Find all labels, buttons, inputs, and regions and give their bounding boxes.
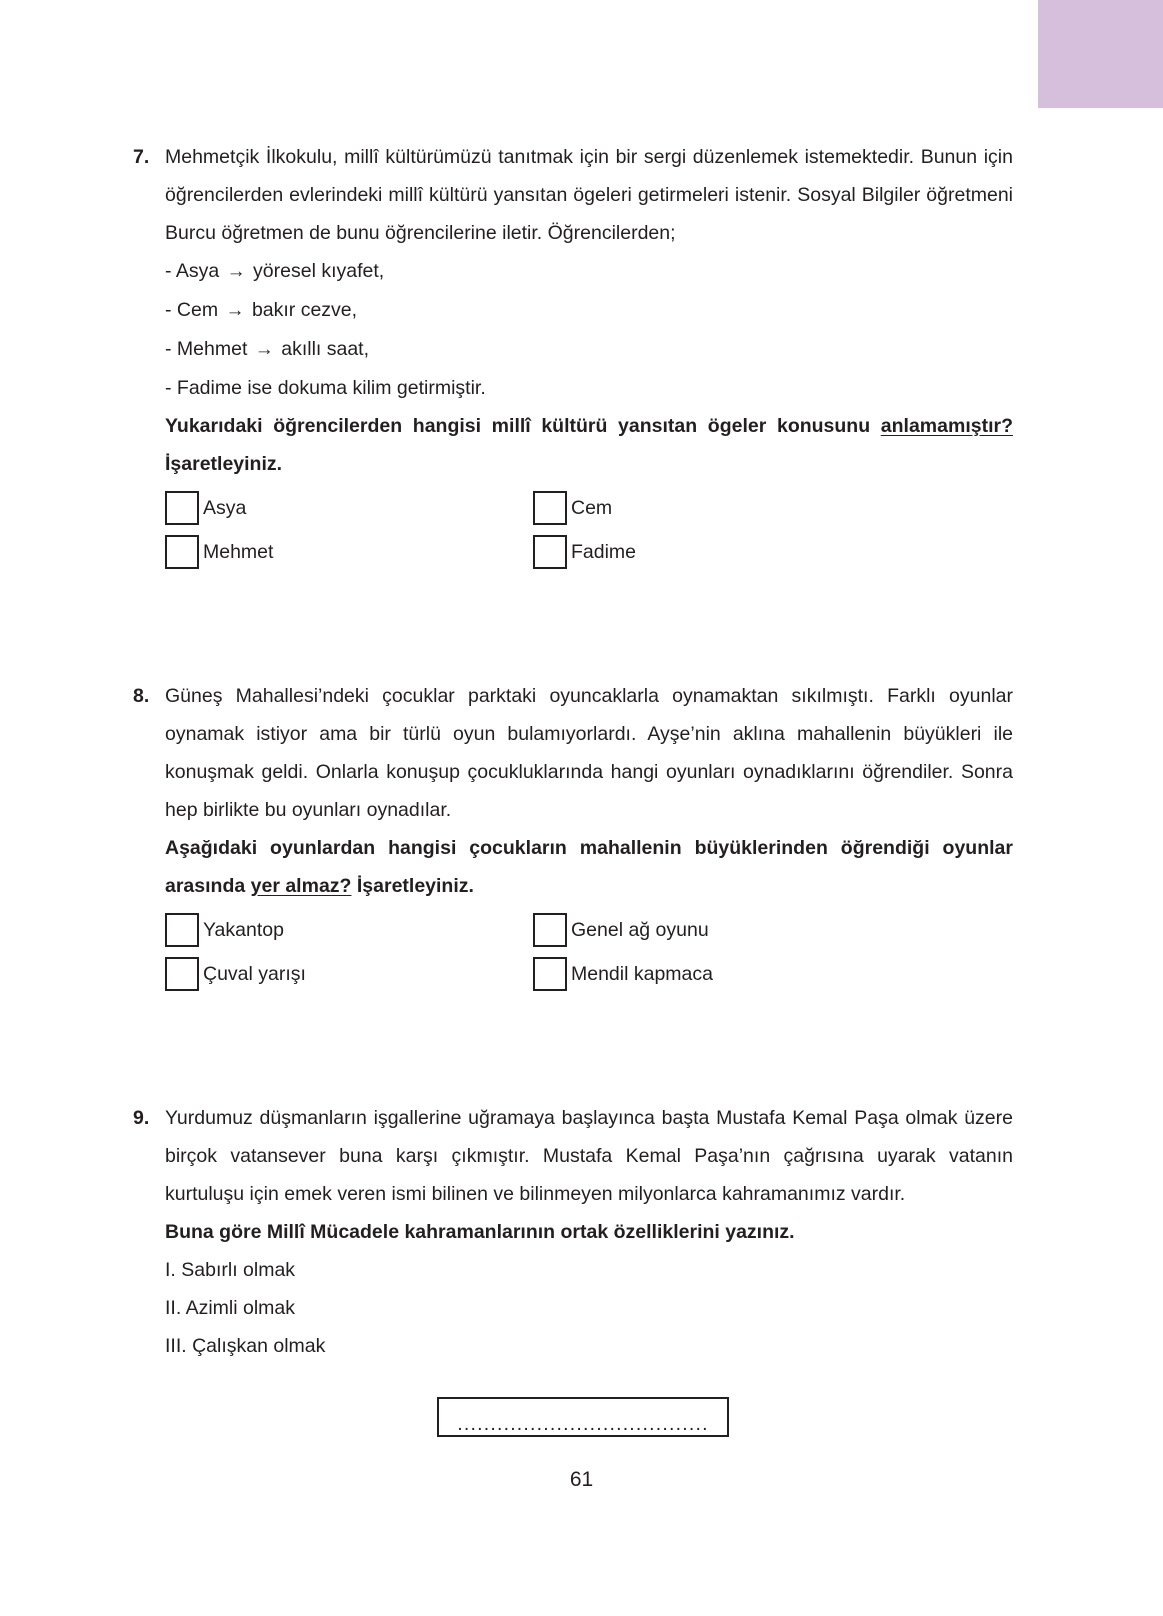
item-value: akıllı saat,	[281, 338, 370, 360]
checkbox-icon[interactable]	[533, 491, 567, 525]
option-label: Mehmet	[203, 541, 274, 563]
question-9	[133, 1099, 1013, 1437]
roman-item-2: II. Azimli olmak	[165, 1297, 296, 1319]
option-fadime[interactable]	[533, 535, 863, 569]
question-7-prompt	[165, 407, 1013, 483]
section-spacer	[133, 1001, 1013, 1099]
option-label: Cem	[571, 497, 613, 519]
checkbox-icon[interactable]	[165, 491, 199, 525]
option-label: Genel ağ oyunu	[571, 919, 709, 941]
question-7-item-3: - Fadime ise dokuma kilim getirmiştir.	[165, 377, 486, 399]
answer-dotted-line: ......................................	[457, 1413, 709, 1435]
option-row	[165, 957, 865, 991]
arrow-icon: →	[225, 300, 245, 321]
item-dash: -	[165, 338, 172, 360]
decorative-corner-block	[1038, 0, 1163, 108]
option-mendil-kapmaca[interactable]	[533, 957, 863, 991]
option-label: Fadime	[571, 541, 637, 563]
item-name: Cem	[176, 299, 219, 321]
item-name: Asya	[175, 260, 220, 282]
checkbox-icon[interactable]	[165, 535, 199, 569]
question-7	[133, 138, 1013, 579]
question-7-item-0	[165, 252, 1013, 291]
answer-input-box[interactable]	[437, 1397, 729, 1437]
option-row	[165, 491, 865, 525]
question-9-paragraph: Yurdumuz düşmanların işgallerine uğramaya başlayınca başta Mustafa Kemal Paşa olmak üzere birçok vatansever buna karşı çıkmıştır. Mustafa Kemal Paşa’nın çağrısına uyarak vatanın kurtuluşu için emek veren ismi bilinen ve bilinmeyen milyonlarca kahramanımız vardır.	[165, 1107, 1013, 1205]
checkbox-icon[interactable]	[533, 535, 567, 569]
prompt-text-pre: Yukarıdaki öğrencilerden hangisi millî kültürü yansıtan ögeler konusunu	[165, 415, 881, 437]
option-asya[interactable]	[165, 491, 533, 525]
question-7-options	[165, 491, 865, 569]
prompt-text-underlined: anlamamıştır?	[880, 415, 1013, 437]
item-dash: -	[165, 260, 172, 282]
question-9-roman-list	[165, 1251, 1013, 1365]
option-cuval-yarisi[interactable]	[165, 957, 533, 991]
option-label: Yakantop	[203, 919, 284, 941]
question-8-paragraph: Güneş Mahallesi’ndeki çocuklar parktaki oyuncaklarla oynamaktan sıkılmıştı. Farklı oyunlar oynamak istiyor ama bir türlü oyun bulamıyorlardı. Ayşe’nin aklına mahallenin büyükleri ile konuşmak geldi. Onlarla konuşup çocukluklarında hangi oyunları oynadıklarını öğrendiler. Sonra hep birlikte bu oyunları oynadılar.	[165, 685, 1013, 821]
question-8-number: 8.	[133, 685, 150, 707]
option-label: Mendil kapmaca	[571, 963, 713, 985]
answer-box-wrapper	[165, 1397, 1013, 1437]
roman-item-3: III. Çalışkan olmak	[165, 1335, 326, 1357]
option-label: Çuval yarışı	[203, 963, 306, 985]
page-number: 61	[569, 1468, 594, 1491]
roman-item-1: I. Sabırlı olmak	[165, 1259, 296, 1281]
question-8	[133, 677, 1013, 1001]
question-7-item-2	[165, 330, 1013, 369]
option-mehmet[interactable]	[165, 535, 533, 569]
checkbox-icon[interactable]	[165, 957, 199, 991]
prompt-text-post: İşaretleyiniz.	[165, 453, 283, 475]
option-genel-ag-oyunu[interactable]	[533, 913, 863, 947]
option-yakantop[interactable]	[165, 913, 533, 947]
arrow-icon: →	[226, 261, 246, 282]
question-9-prompt: Buna göre Millî Mücadele kahramanlarının ortak özelliklerini yazınız.	[165, 1221, 795, 1243]
question-7-paragraph: Mehmetçik İlkokulu, millî kültürümüzü tanıtmak için bir sergi düzenlemek istemektedir. Bunun için öğrencilerden evlerindeki millî kültürü yansıtan ögeleri getirmeleri istenir. Sosyal Bilgiler öğretmeni Burcu öğretmen de bunu öğrencilerine iletir. Öğrencilerden;	[165, 146, 1013, 244]
question-8-options	[165, 913, 865, 991]
prompt-text-pre: Aşağıdaki oyunlardan hangisi çocukların mahallenin büyüklerinden öğrendiği oyunlar arasında	[165, 837, 1013, 897]
option-label: Asya	[203, 497, 247, 519]
option-row	[165, 913, 865, 947]
item-value: yöresel kıyafet,	[253, 260, 385, 282]
question-8-prompt	[165, 829, 1013, 905]
item-value: bakır cezve,	[251, 299, 358, 321]
arrow-icon: →	[254, 339, 274, 360]
option-cem[interactable]	[533, 491, 863, 525]
checkbox-icon[interactable]	[165, 913, 199, 947]
page-content	[133, 138, 1013, 1437]
checkbox-icon[interactable]	[533, 957, 567, 991]
section-spacer	[133, 579, 1013, 677]
checkbox-icon[interactable]	[533, 913, 567, 947]
option-row	[165, 535, 865, 569]
item-name: Mehmet	[176, 338, 248, 360]
question-9-number: 9.	[133, 1107, 150, 1129]
question-7-item-1	[165, 291, 1013, 330]
prompt-text-post: İşaretleyiniz.	[351, 875, 474, 897]
item-dash: -	[165, 299, 172, 321]
question-7-number: 7.	[133, 146, 150, 168]
prompt-text-underlined: yer almaz?	[250, 875, 352, 897]
